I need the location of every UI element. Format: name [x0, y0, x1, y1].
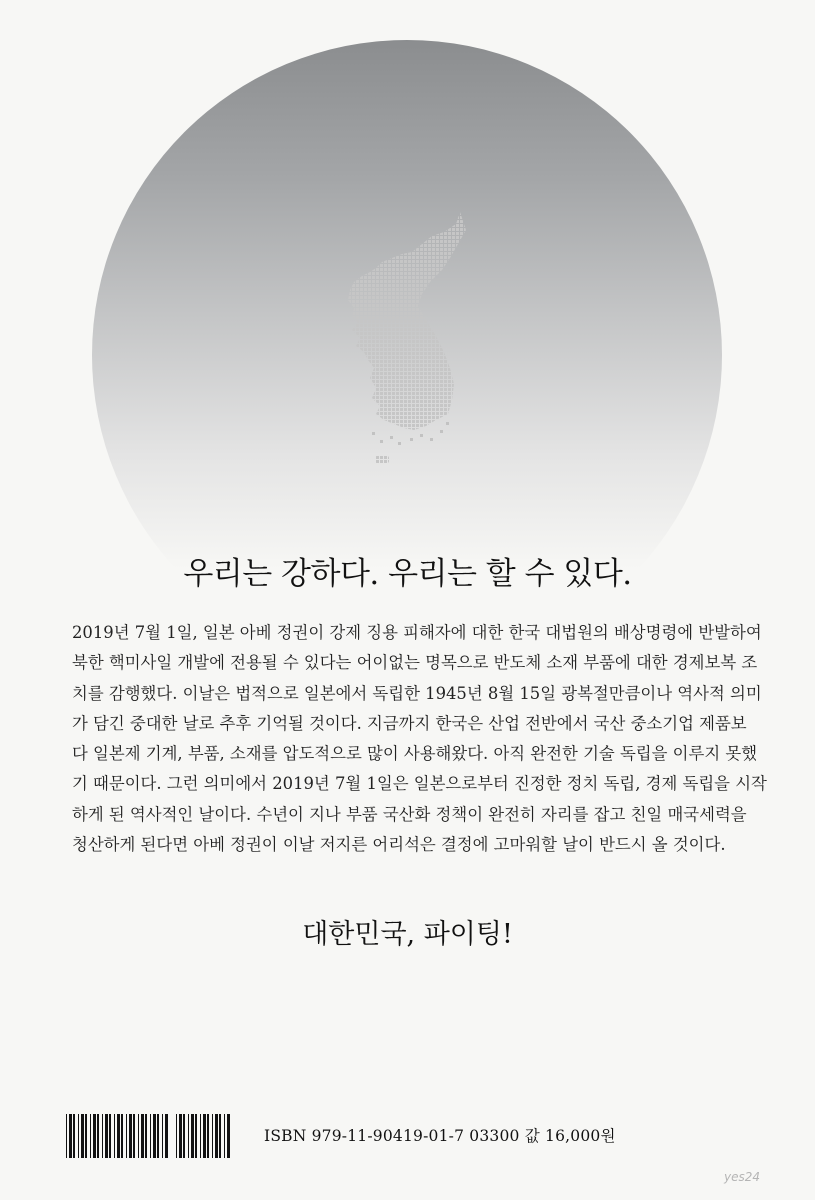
barcode-bar: [227, 1114, 230, 1158]
jeju-island-dots: [375, 456, 389, 463]
price: 값 16,000원: [524, 1127, 616, 1145]
barcode-bar: [81, 1114, 84, 1158]
blurb-line: 기 때문이다. 그런 의미에서 2019년 7월 1일은 일본으로부터 진정한 정치 독립, 경제 독립을 시작: [72, 774, 767, 794]
isbn-price-line: [264, 1124, 616, 1146]
barcode-bar: [78, 1114, 79, 1158]
peninsula-dots: [340, 205, 480, 440]
barcode-bar: [200, 1114, 201, 1158]
barcode-bar: [85, 1114, 87, 1158]
barcode-bar: [66, 1114, 67, 1158]
cover-headline: 우리는 강하다. 우리는 할 수 있다.: [183, 556, 632, 592]
closing-slogan: 대한민국, 파이팅!: [302, 919, 513, 950]
barcode-bar: [212, 1114, 213, 1158]
barcode-bar: [93, 1114, 96, 1158]
blurb-line: 북한 핵미사일 개발에 전용될 수 있다는 어이없는 명목으로 반도체 소재 부품에 대한 경제보복 조: [72, 653, 758, 673]
blurb-line: 다 일본제 기계, 부품, 소재를 압도적으로 많이 사용해왔다. 아직 완전한 기술 독립을 이루지 못했: [72, 744, 758, 764]
blurb-paragraph: [72, 618, 767, 860]
barcode-bar: [179, 1114, 182, 1158]
barcode-bar: [195, 1114, 197, 1158]
barcode-bar: [188, 1114, 189, 1158]
blurb-line: 2019년 7월 1일, 일본 아베 정권이 강제 징용 피해자에 대한 한국 대법원의 배상명령에 반발하여: [72, 623, 762, 642]
barcode-bar: [121, 1114, 123, 1158]
barcode-bar: [109, 1114, 111, 1158]
blurb-line: 가 담긴 중대한 날로 추후 기억될 것이다. 지금까지 한국은 산업 전반에서 국산 중소기업 제품보: [72, 713, 747, 733]
barcode-bar: [203, 1114, 206, 1158]
barcode-bar: [165, 1114, 168, 1158]
isbn-barcode: [66, 1114, 170, 1158]
barcode-bar: [117, 1114, 120, 1158]
barcode-bar: [141, 1114, 144, 1158]
barcode-bar: [138, 1114, 139, 1158]
barcode-bar: [126, 1114, 127, 1158]
island-dot: [380, 440, 383, 443]
blurb-line: 하게 된 역사적인 날이다. 수년이 지나 부품 국산화 정책이 완전히 자리를 잡고 친일 매국세력을: [72, 804, 747, 824]
barcode-bar: [102, 1114, 103, 1158]
addon-barcode: [176, 1114, 232, 1158]
barcode-bar: [207, 1114, 209, 1158]
isbn-number: ISBN 979-11-90419-01-7 03300: [264, 1127, 520, 1145]
barcode-bar: [153, 1114, 156, 1158]
barcode-bar: [69, 1114, 72, 1158]
island-dot: [430, 438, 433, 441]
blurb-line: 청산하게 된다면 아베 정권이 이날 저지른 어리석은 결정에 고마워할 날이 반드시 올 것이다.: [72, 835, 726, 855]
barcode-bar: [129, 1114, 132, 1158]
blurb-line: 치를 감행했다. 이날은 법적으로 일본에서 독립한 1945년 8월 15일 광복절만큼이나 역사적 의미: [72, 683, 762, 703]
island-dot: [420, 434, 423, 437]
barcode-bar: [224, 1114, 225, 1158]
island-dot: [372, 432, 375, 435]
barcode-bar: [219, 1114, 221, 1158]
barcode-bar: [97, 1114, 99, 1158]
barcode-bar: [215, 1114, 218, 1158]
barcode-bar: [105, 1114, 108, 1158]
watermark: yes24: [724, 1170, 761, 1184]
barcode-bar: [191, 1114, 194, 1158]
island-dot: [390, 436, 393, 439]
barcode-bar: [150, 1114, 151, 1158]
barcode-bar: [145, 1114, 147, 1158]
barcode-bar: [176, 1114, 177, 1158]
island-dot: [410, 438, 413, 441]
barcode-bar: [90, 1114, 91, 1158]
barcode-bar: [183, 1114, 185, 1158]
barcode-bar: [73, 1114, 75, 1158]
barcode-bar: [114, 1114, 115, 1158]
barcode-bar: [157, 1114, 159, 1158]
barcode-bar: [133, 1114, 135, 1158]
island-dot: [398, 442, 401, 445]
barcode-bar: [162, 1114, 163, 1158]
island-dot: [440, 430, 443, 433]
island-dot: [446, 422, 449, 425]
